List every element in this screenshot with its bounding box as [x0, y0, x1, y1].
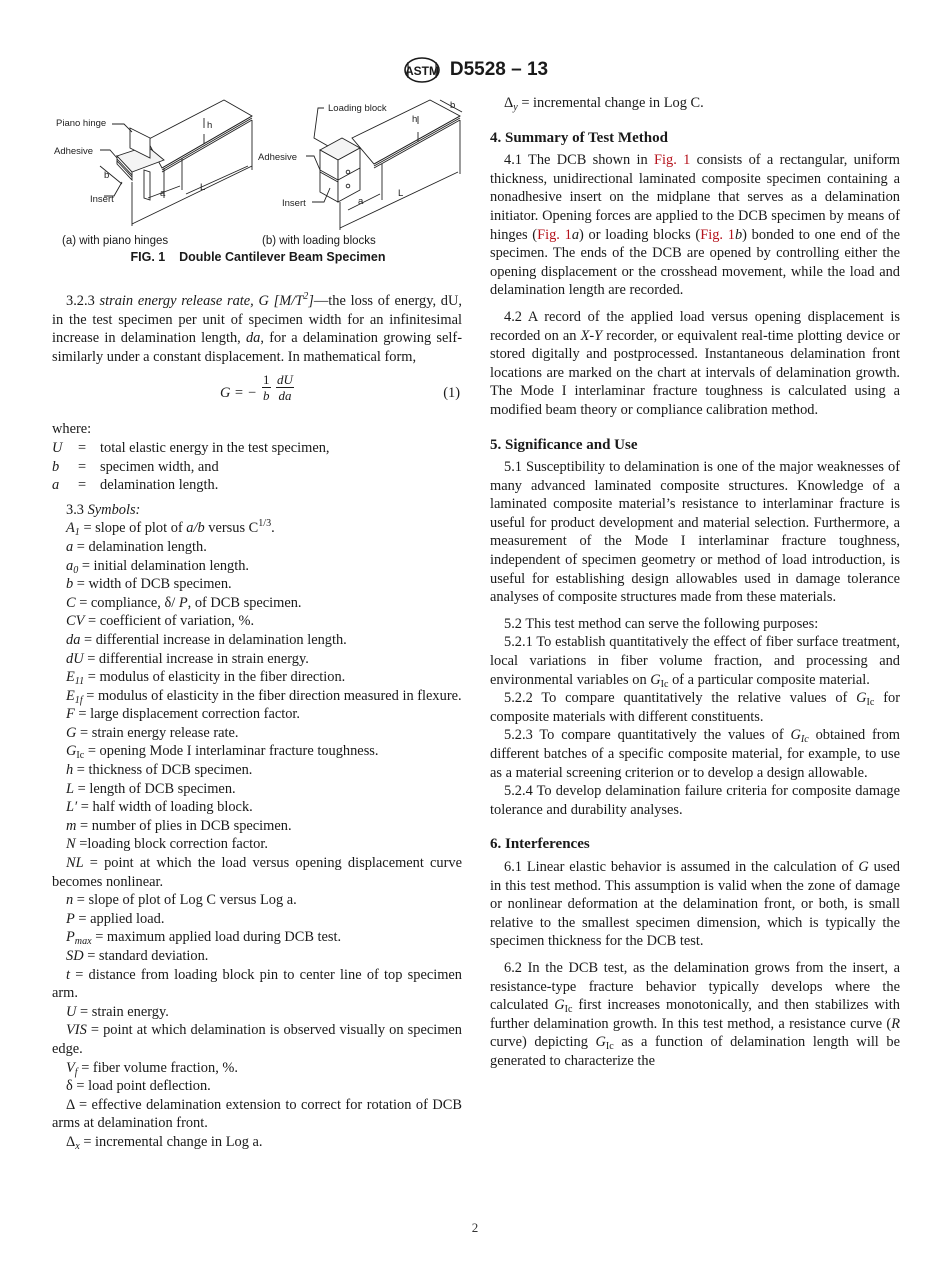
section-5-heading: 5. Significance and Use [490, 436, 638, 453]
where-label: where: [52, 421, 92, 438]
fraction-1-over-b: $\frac{1}{b}$ [263, 372, 270, 404]
label-a0-b: a [358, 196, 364, 207]
label-b-a: b [104, 170, 110, 181]
symbol-item: h = thickness of DCB specimen. [66, 762, 253, 779]
symbol-item: $E_{11}$ = modulus of elasticity in the fiber direction. [66, 669, 346, 688]
equation-number: (1) [443, 385, 460, 402]
paragraph-3-2-3: 3.2.3 strain energy release rate, G $[M/T^2]—the$ loss of energy, dU, in the test specimen per unit of specimen width for an infinitesimal increase in delamination length, da, for a delamination growing self-similarly under a constant displacement. In mathematical form, [52, 291, 462, 365]
symbol-item: L′ = half width of loading block. [66, 799, 253, 816]
figure-caption: FIG. 1 Double Cantilever Beam Specimen [130, 250, 386, 264]
symbol-item: N =loading block correction factor. [66, 836, 268, 853]
label-piano-hinge: Piano hinge [56, 118, 107, 129]
symbol-item: n = slope of plot of Log C versus Log a. [66, 892, 297, 909]
label-adhesive-a: Adhesive [54, 146, 94, 157]
section-6-heading: 6. Interferences [490, 836, 590, 853]
where-item: b = specimen width, and [52, 458, 219, 475]
paragraph-6-1: 6.1 Linear elastic behavior is assumed in the calculation of G used in this test method. This assumption is valid when the zone of damage or nonlinear deformation at the delamination front, or both, is small relative to the smallest specimen dimension, which is typically the specimen thickness for the DCB test. [490, 858, 900, 950]
document-id: D5528 – 13 [449, 59, 549, 80]
symbol-item: dU = differential increase in strain energy. [66, 650, 309, 667]
label-L-b: L [398, 188, 404, 199]
symbol-item: δ = load point deflection. [66, 1078, 211, 1095]
symbol-item: VIS = point at which delamination is observed visually on specimen edge. [52, 1022, 462, 1057]
symbol-item: $E_{1f}$ = modulus of elasticity in the fiber direction measured in flexure. [66, 687, 462, 706]
fig-1b-link[interactable]: Fig. 1 [700, 226, 735, 243]
label-insert-a: Insert [90, 194, 114, 205]
symbol-item: P = applied load. [66, 910, 165, 927]
figure-subcaption-b: (b) with loading blocks [262, 235, 376, 247]
label-loading-block: Loading block [328, 103, 387, 114]
symbol-item: b = width of DCB specimen. [66, 576, 232, 593]
symbol-item: $P_{max}$ = maximum applied load during DCB test. [66, 929, 342, 948]
page-number: 2 [471, 1220, 479, 1235]
fraction-dU-over-da: $\frac{dU}{da}$ [277, 372, 293, 404]
left-column [52, 292, 462, 1152]
symbol-item: L = length of DCB specimen. [66, 780, 236, 797]
label-a0-a: a [160, 188, 166, 199]
page-header [0, 56, 950, 84]
symbol-item: t = distance from loading block pin to center line of top specimen arm. [52, 966, 462, 1002]
paragraph-5-2-1: 5.2.1 To establish quantitatively the effect of fiber surface treatment, local variations in fiber volume fraction, and processing and environmental variables on $G_{Ic}$ of a particular composite material. [490, 634, 900, 690]
paragraph-5-1: 5.1 Susceptibility to delamination is one of the major weaknesses of many advanced laminated composite structures. Knowledge of a laminated composite material’s resistance to interlaminar fracture is useful for product development and material selection. Furthermore, a measurement of the Mode I interlaminar fracture toughness, independent of specimen geometry or method of load introduction, is useful for establishing design allowables used in damage tolerance analyses of composite structures made from these materials. [490, 459, 900, 606]
symbol-item: $A_1$ = slope of plot of a/b versus $C^{1/3}$. [66, 518, 275, 539]
figure-1 [52, 98, 464, 268]
fig-1-link[interactable]: Fig. 1 [654, 152, 691, 169]
symbol-item: F = large displacement correction factor. [66, 706, 301, 723]
label-h-b: h [412, 114, 418, 125]
symbols-heading: 3.3 Symbols: [66, 501, 141, 518]
label-adhesive-b: Adhesive [258, 152, 298, 163]
paragraph-5-2-4: 5.2.4 To develop delamination failure criteria for composite damage tolerance and durability analyses. [490, 783, 900, 818]
symbol-item: NL = point at which the load versus opening displacement curve becomes nonlinear. [52, 855, 462, 890]
symbol-item: G = strain energy release rate. [66, 724, 239, 741]
dcb-specimen-drawing [52, 98, 464, 238]
equation-1: G = − $\frac{1}{b}$ $\frac{dU}{da}$ (1) [220, 372, 460, 404]
symbol-item: a = delamination length. [66, 538, 207, 555]
svg-text:ASTM: ASTM [404, 64, 439, 78]
symbol-item: SD = standard deviation. [66, 948, 209, 964]
symbol-item: $V_f$ = fiber volume fraction, %. [66, 1059, 238, 1078]
symbol-item: da = differential increase in delamination length. [66, 631, 347, 648]
symbol-item: U = strain energy. [66, 1003, 169, 1020]
paragraph-5-2: 5.2 This test method can serve the following purposes: [504, 615, 819, 632]
symbol-item: $\Delta_x$ = incremental change in Log a. [66, 1133, 263, 1152]
symbol-item: C = compliance, δ/ P, of DCB specimen. [66, 594, 302, 611]
paragraph-5-2-2: 5.2.2 To compare quantitatively the relative values of $G_{Ic}$ for composite materials with different constituents. [490, 690, 900, 725]
paragraph-5-2-3: 5.2.3 To compare quantitatively the values of $G_{Ic}$ obtained from different batches of a specific composite material, for example, to use as a material screening criterion or to develop a design allowable. [490, 727, 900, 781]
symbol-item: m = number of plies in DCB specimen. [66, 817, 292, 834]
where-item: U = total elastic energy in the test specimen, [52, 439, 330, 456]
section-4-heading: 4. Summary of Test Method [490, 129, 668, 146]
paragraph-4-1: 4.1 The DCB shown in Fig. 1 consists of a rectangular, uniform thickness, unidirectional laminated composite specimen containing a nonadhesive insert on the midplane that serves as a delamination initiator. Opening forces are applied to the DCB specimen by means of hinges (Fig. 1a) or loading blocks (Fig. 1b) bonded to one end of the specimen. The ends of the DCB are opened by controlling either the opening displacement or the crosshead movement, while the load and delamination length are recorded. [490, 152, 900, 299]
where-item: a = delamination length. [52, 477, 219, 494]
symbol-item: $G_{Ic}$ = opening Mode I interlaminar fracture toughness. [66, 743, 379, 762]
label-b-b: b [450, 100, 456, 111]
symbol-item-delta-y: $\Delta_y$ = incremental change in Log C. [504, 95, 704, 113]
symbol-item: $a_0$ = initial delamination length. [66, 557, 250, 576]
label-h-a: h [207, 120, 213, 131]
paragraph-6-2: 6.2 In the DCB test, as the delamination grows from the insert, a resistance-type fracture behavior typically develops where the calculated $G_{Ic}$ first increases monotonically, and then stabilizes with further delamination growth. In this test method, a resistance curve (R curve) depicting $G_{Ic}$ as a function of delamination length will be generated to characterize the [490, 959, 900, 1069]
label-L-a: L [200, 182, 206, 193]
figure-subcaption-a: (a) with piano hinges [62, 235, 169, 247]
right-column [490, 94, 900, 1071]
where-list [52, 439, 462, 495]
paragraph-4-2: 4.2 A record of the applied load versus opening displacement is recorded on an X-Y recorder, or equivalent real-time plotting device or stored digitally and postprocessed. Instantaneous delamination front locations are marked on the chart at intervals of delamination growth. The Mode I interlaminar fracture toughness is calculated using a modified beam theory or compliance calibration method. [490, 308, 900, 418]
fig-1a-link[interactable]: Fig. 1 [537, 226, 572, 243]
astm-logo-icon [402, 56, 442, 84]
label-insert-b: Insert [282, 198, 306, 209]
symbol-item: CV = coefficient of variation, %. [66, 613, 255, 630]
symbol-item: Δ = effective delamination extension to correct for rotation of DCB arms at delamination front. [52, 1096, 462, 1132]
